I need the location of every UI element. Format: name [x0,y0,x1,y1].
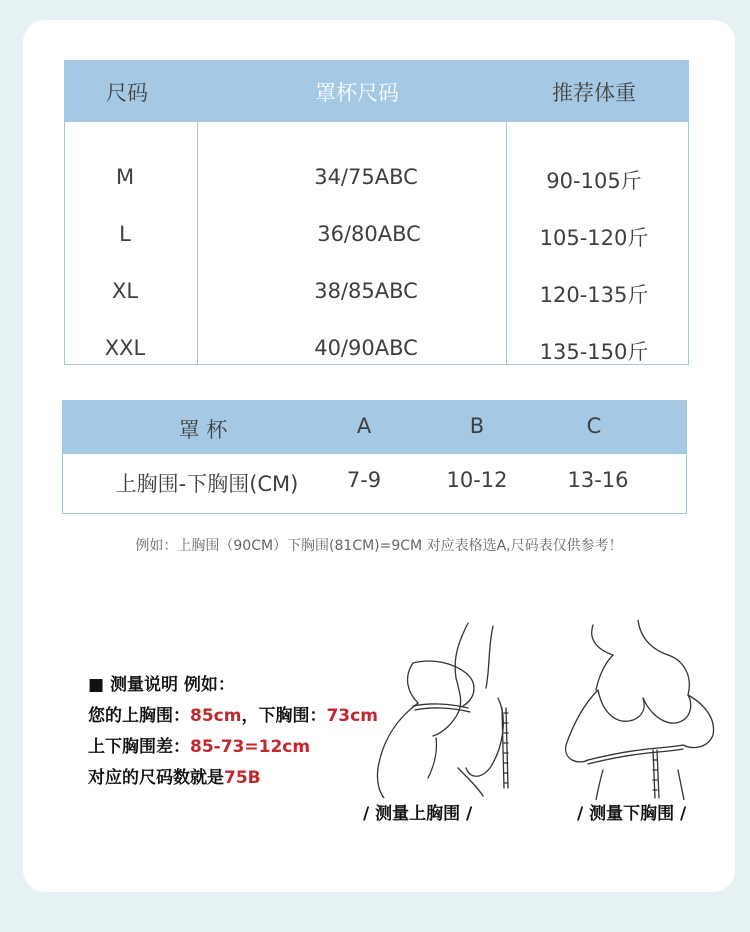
difference-value: 85-73=12cm [190,737,311,757]
cup-table [62,400,687,514]
row-weight: 135-150斤 [539,340,649,364]
upper-bust-illustration [358,618,518,798]
size-table [64,60,689,365]
row-size: XXL [104,336,146,360]
size-table-header [65,61,688,122]
row-cup-b-range: 10-12 [446,468,508,492]
header-cup-size: 罩杯尺码 [315,81,399,105]
row-weight: 90-105斤 [546,169,642,193]
header-cup-b: B [469,414,485,438]
header-cup-a: A [356,414,372,438]
difference-label: 上下胸围差： [88,737,190,757]
header-cup-c: C [586,414,602,438]
row-size: M [115,165,135,189]
size-chart-card [23,20,735,892]
row-bust-diff-label: 上胸围-下胸围(CM) [115,472,299,496]
row-cup: 34/75ABC [314,165,418,189]
row-cup: 36/80ABC [317,222,421,246]
row-cup: 40/90ABC [314,336,418,360]
lower-bust-caption: / 测量下胸围 / [577,804,687,824]
upper-bust-label: 您的上胸围： [88,706,190,726]
cup-table-header [63,401,686,454]
measurement-line-1 [88,701,378,732]
measurement-instructions [88,670,378,794]
column-divider [197,122,198,364]
upper-bust-value: 85cm [190,706,242,726]
result-value: 75B [224,768,261,788]
header-weight: 推荐体重 [552,81,636,105]
row-cup-c-range: 13-16 [567,468,629,492]
measurement-title: ■ 测量说明 例如： [88,675,235,695]
lower-bust-value: 73cm [326,706,378,726]
row-weight: 105-120斤 [539,226,649,250]
lower-bust-illustration [558,620,728,800]
measurement-line-2 [88,732,378,763]
result-label: 对应的尺码数就是 [88,768,224,788]
row-weight: 120-135斤 [539,283,649,307]
measurement-line-3 [88,763,378,794]
row-cup: 38/85ABC [314,279,418,303]
example-note: 例如：上胸围（90CM）下胸围(81CM)=9CM 对应表格选A,尺码表仅供参考！ [135,538,623,554]
row-cup-a-range: 7-9 [346,468,382,492]
row-size: L [119,222,131,246]
upper-bust-caption: / 测量上胸围 / [363,804,473,824]
header-cup: 罩 杯 [178,418,228,442]
header-size: 尺码 [106,81,148,105]
lower-bust-label: ，下胸围： [241,706,327,726]
column-divider [506,122,507,364]
row-size: XL [111,279,139,303]
